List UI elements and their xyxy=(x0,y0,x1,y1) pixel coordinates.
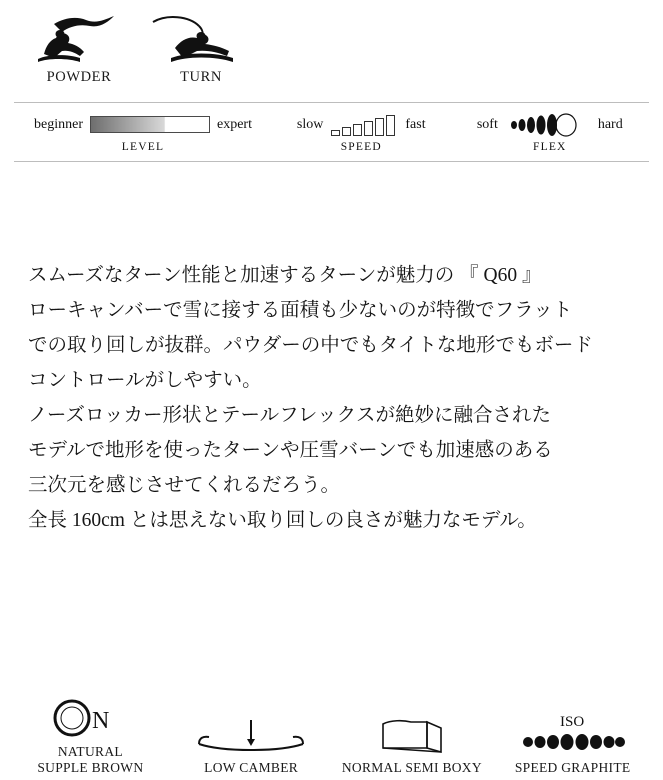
description-line-5: ノーズロッカー形状とテールフレックスが絶妙に融合された xyxy=(28,405,551,426)
gauge-level-right-label: expert xyxy=(216,116,252,132)
gauge-speed-right-label: fast xyxy=(405,116,426,132)
gauge-level-left-label: beginner xyxy=(34,116,83,132)
feature-3-line1: NORMAL SEMI BOXY xyxy=(341,760,482,775)
top-icon-powder xyxy=(18,14,140,86)
top-icon-powder-label: POWDER xyxy=(46,69,112,85)
description-line-4: コントロールがしやすい。 xyxy=(28,370,262,391)
iso-text: ISO xyxy=(559,714,584,730)
top-icon-row xyxy=(18,0,663,86)
normal-semi-boxy-icon xyxy=(332,700,493,756)
description-line-6: モデルで地形を使ったターンや圧雪バーンでも加速感のある xyxy=(28,440,553,461)
gauge-speed-bars xyxy=(331,114,397,136)
gauge-flex-right-label: hard xyxy=(597,116,623,132)
gauge-speed-title: SPEED xyxy=(340,140,382,153)
feature-low-camber xyxy=(171,700,332,776)
feature-2-line1: LOW CAMBER xyxy=(204,760,299,775)
gauge-flex xyxy=(451,112,649,153)
snowboarder-powder-icon xyxy=(18,14,140,66)
on-circle-icon xyxy=(10,684,171,740)
description-line-1: スムーズなターン性能と加速するターンが魅力の 『 Q60 』 xyxy=(28,265,542,286)
gauge-level-title: LEVEL xyxy=(121,140,165,153)
feature-speed-graphite xyxy=(492,700,653,776)
gauge-level-track xyxy=(90,116,210,133)
snowboarder-turn-icon xyxy=(140,14,262,66)
gauge-speed xyxy=(272,112,451,153)
description-line-8: 全長 160cm とは思えない取り回しの良さが魅力なモデル。 xyxy=(28,510,537,531)
svg-text:N: N xyxy=(92,708,110,734)
description-line-2: ローキャンバーで雪に接する面積も少ないのが特徴でフラット xyxy=(28,300,573,321)
feature-1-line2: SUPPLE BROWN xyxy=(37,760,144,775)
feature-1-line1: NATURAL xyxy=(57,744,123,759)
gauge-speed-left-label: slow xyxy=(296,116,324,132)
feature-row xyxy=(0,684,663,776)
flex-taper-icon xyxy=(506,113,590,137)
gauge-flex-left-label: soft xyxy=(476,116,498,132)
iso-speed-graphite-icon xyxy=(492,700,653,756)
product-description xyxy=(28,258,635,538)
gauge-level xyxy=(14,112,272,153)
feature-natural-supple-brown xyxy=(10,684,171,776)
feature-normal-semi-boxy xyxy=(332,700,493,776)
top-icon-turn xyxy=(140,14,262,86)
gauge-flex-title: FLEX xyxy=(533,140,567,153)
gauge-bar xyxy=(14,102,649,162)
top-icon-turn-label: TURN xyxy=(180,69,222,85)
feature-4-line1: SPEED GRAPHITE xyxy=(514,760,631,775)
description-line-7: 三次元を感じさせてくれるだろう。 xyxy=(28,475,341,496)
low-camber-icon xyxy=(171,700,332,756)
description-line-3: での取り回しが抜群。パウダーの中でもタイトな地形でもボード xyxy=(28,335,593,356)
